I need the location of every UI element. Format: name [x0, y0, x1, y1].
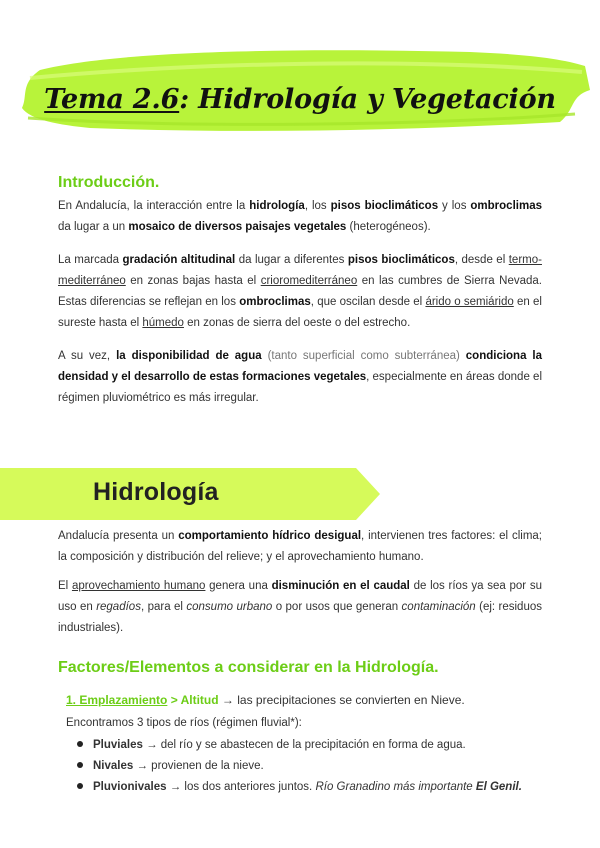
list-item: Pluvionivales → los dos anteriores juntos. Río Granadino más importante El Genil.	[77, 781, 522, 793]
intro-paragraph-3: A su vez, la disponibilidad de agua (tanto superficial como subterránea) condiciona la densidad y el desarrollo de estas formaciones vegetales, especialmente en áreas donde el régimen pluviométrico es más irregular.	[58, 350, 542, 404]
page-title: Tema 2.6: Hidrología y Vegetación	[44, 84, 556, 115]
emplazamiento-link[interactable]: 1. Emplazamiento	[66, 693, 168, 707]
bullet-icon	[77, 741, 83, 747]
bullet-icon	[77, 762, 83, 768]
hidrologia-paragraph-1: Andalucía presenta un comportamiento hídrico desigual, intervienen tres factores: el clima; la composición y distribución del relieve; y el aprovechamiento humano.	[58, 530, 542, 563]
rios-intro: Encontramos 3 tipos de ríos (régimen fluvial*):	[66, 717, 302, 729]
brush-stroke-decoration	[0, 0, 600, 150]
title-banner	[0, 0, 600, 150]
bullet-icon	[77, 783, 83, 789]
list-item: Pluviales → del río y se abastecen de la precipitación en forma de agua.	[77, 739, 466, 751]
hidrologia-heading: Hidrología	[93, 478, 219, 506]
intro-paragraph-1: En Andalucía, la interacción entre la hidrología, los pisos bioclimáticos y los ombroclimas da lugar a un mosaico de diversos paisajes vegetales (heterogéneos).	[58, 200, 542, 233]
list-item: Nivales → provienen de la nieve.	[77, 760, 264, 772]
emplazamiento-line: 1. Emplazamiento > Altitud → las precipitaciones se convierten en Nieve.	[66, 693, 465, 707]
intro-paragraph-2: La marcada gradación altitudinal da lugar a diferentes pisos bioclimáticos, desde el termo-mediterráneo en zonas bajas hasta el crioromediterráneo en las cumbres de Sierra Nevada. Estas diferencias se reflejan en los ombroclimas, que oscilan desde el árido o semiárido en el sureste hasta el húmedo en zonas de sierra del oeste o del estrecho.	[58, 254, 542, 329]
factores-heading: Factores/Elementos a considerar en la Hidrología.	[58, 659, 439, 676]
intro-heading: Introducción.	[58, 174, 160, 191]
hidrologia-paragraph-2: El aprovechamiento humano genera una disminución en el caudal de los ríos ya sea por su uso en regadíos, para el consumo urbano o por usos que generan contaminación (ej: residuos industriales).	[58, 580, 542, 634]
